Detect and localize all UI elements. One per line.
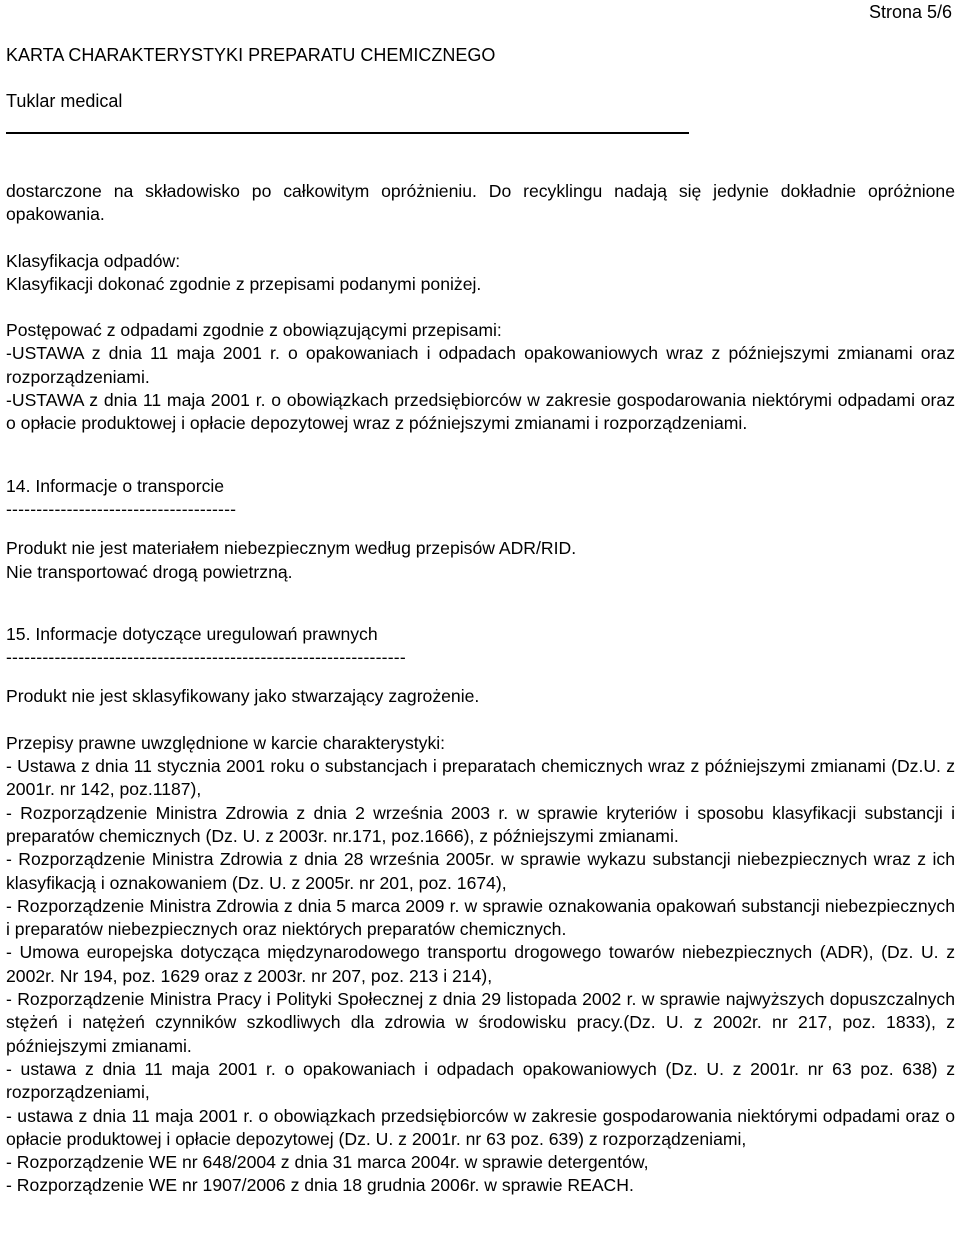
waste-classification-heading: Klasyfikacja odpadów: <box>6 250 181 271</box>
transport-line: Produkt nie jest materiałem niebezpiecznym według przepisów ADR/RID. <box>6 538 577 559</box>
disposal-continuation: dostarczone na składowisko po całkowitym opróżnieniu. Do recyklingu nadają się jedynie dokładnie opróżnione opakowania. <box>6 181 955 225</box>
regulation-item: - Rozporządzenie WE nr 1907/2006 z dnia 18 grudnia 2006r. w sprawie REACH. <box>6 1175 634 1196</box>
regulation-item: - Ustawa z dnia 11 stycznia 2001 roku o substancjach i preparatach chemicznych wraz z późniejszymi zmianami (Dz.U. z 2001r. nr 142, poz.1187), <box>6 756 955 800</box>
regulation-item: - Rozporządzenie WE nr 648/2004 z dnia 31 marca 2004r. w sprawie detergentów, <box>6 1152 649 1173</box>
waste-law-item: -USTAWA z dnia 11 maja 2001 r. o obowiązkach przedsiębiorców w zakresie gospodarowania niektórymi odpadami oraz o opłacie produktowej i opłacie depozytowej wraz z późniejszymi zmianami i rozporządzeniami. <box>6 390 955 434</box>
document-body <box>6 180 955 1198</box>
regulations-heading: Przepisy prawne uwzględnione w karcie charakterystyki: <box>6 732 446 753</box>
regulation-item: - Umowa europejska dotycząca międzynarodowego transportu drogowego towarów niebezpiecznych (ADR), (Dz. U. z 2002r. Nr 194, poz. 1629 oraz z 2003r. nr 207, poz. 213 i 214), <box>6 942 955 986</box>
regulation-item: - Rozporządzenie Ministra Zdrowia z dnia 5 marca 2009 r. w sprawie oznakowania opakowań substancji niebezpiecznych i preparatów niebezpiecznych oraz niektórych preparatów chemicznych. <box>6 895 955 940</box>
regulation-item: - Rozporządzenie Ministra Zdrowia z dnia 2 września 2003 r. w sprawie kryteriów i sposobu klasyfikacji substancji i preparatów chemicznych (Dz. U. z 2003r. nr.171, poz.1666), z późniejszymi zmianami. <box>6 802 955 846</box>
hazard-statement: Produkt nie jest sklasyfikowany jako stwarzający zagrożenie. <box>6 686 480 707</box>
section-15-rule: ------------------------------------------------------------------ <box>6 647 406 668</box>
waste-procedure-heading: Postępować z odpadami zgodnie z obowiązującymi przepisami: <box>6 320 502 341</box>
document-header <box>6 43 495 113</box>
section-15-heading: 15. Informacje dotyczące uregulowań prawnych <box>6 623 378 644</box>
waste-law-item: -USTAWA z dnia 11 maja 2001 r. o opakowaniach i odpadach opakowaniowych wraz z późniejszymi zmianami oraz rozporządzeniami. <box>6 343 955 387</box>
section-14-rule: -------------------------------------- <box>6 498 237 519</box>
transport-line: Nie transportować drogą powietrzną. <box>6 561 293 582</box>
waste-classification-text: Klasyfikacji dokonać zgodnie z przepisami podanymi poniżej. <box>6 273 482 294</box>
document-title: KARTA CHARAKTERYSTYKI PREPARATU CHEMICZNEGO <box>6 45 496 65</box>
regulation-item: - ustawa z dnia 11 maja 2001 r. o opakowaniach i odpadach opakowaniowych (Dz. U. z 2001r. nr 63 poz. 638) z rozporządzeniami, <box>6 1058 955 1103</box>
header-divider <box>6 132 689 134</box>
section-14-heading: 14. Informacje o transporcie <box>6 475 225 496</box>
product-name: Tuklar medical <box>6 91 123 111</box>
regulation-item: - Rozporządzenie Ministra Zdrowia z dnia 28 września 2005r. w sprawie wykazu substancji niebezpiecznych wraz z ich klasyfikacją i oznakowaniem (Dz. U. z 2005r. nr 201, poz. 1674), <box>6 849 955 893</box>
page-number: Strona 5/6 <box>868 2 952 22</box>
regulation-item: - ustawa z dnia 11 maja 2001 r. o obowiązkach przedsiębiorców w zakresie gospodarowania niektórymi odpadami oraz o opłacie produktowej i opłacie depozytowej (Dz. U. z 2001r. nr 63 poz. 639) z rozporządzeniami, <box>6 1105 955 1149</box>
regulation-item: - Rozporządzenie Ministra Pracy i Polityki Społecznej z dnia 29 listopada 2002 r. w sprawie najwyższych dopuszczalnych stężeń i natężeń czynników szkodliwych dla zdrowia w środowisku pracy.(Dz. U. z 2002r. nr 217, poz. 1833), z późniejszymi zmianami. <box>6 989 955 1056</box>
